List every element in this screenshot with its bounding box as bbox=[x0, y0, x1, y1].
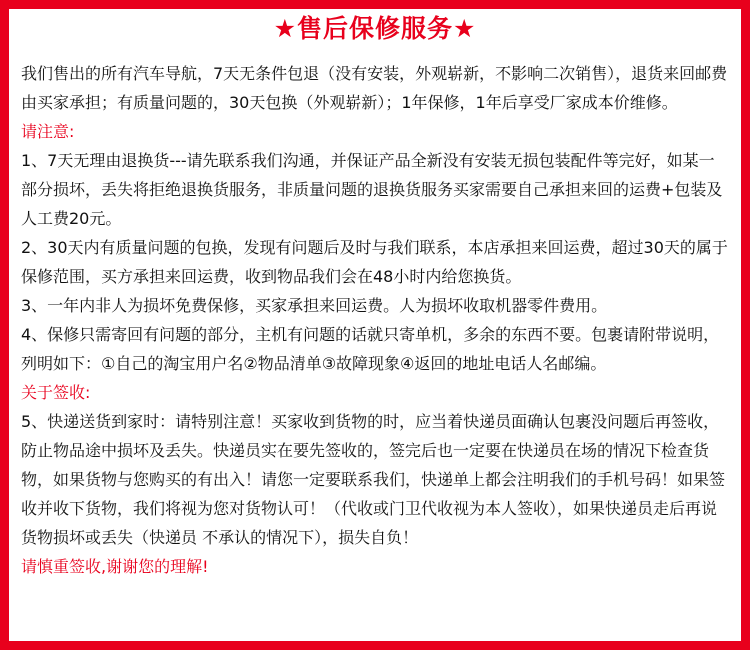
sign-paragraph: 5、快递送货到家时：请特别注意！买家收到货物的时，应当着快递员面确认包裹没问题后再签收，防止物品途中损坏及丢失。快递员实在要先签收的，签完后也一定要在快递员在场的情况下检查货物，如果货物与您购买的有出入！请您一定要联系我们，快递单上都会注明我们的手机号码！如果签收并收下货物，我们将视为您对货物认可！（代收或门卫代收视为本人签收），如果快递员走后再说货物损坏或丢失（快递员 不承认的情况下），损失自负！ bbox=[21, 412, 726, 547]
sign-heading: 关于签收: bbox=[21, 383, 91, 402]
page-title: ★售后保修服务★ bbox=[273, 14, 477, 43]
notice-item: 3、一年内非人为损坏免费保修，买家承担来回运费。人为损坏收取机器零件费用。 bbox=[21, 296, 608, 315]
notice-item: 2、30天内有质量问题的包换，发现有问题后及时与我们联系，本店承担来回运费，超过30天的属于保修范围，买方承担来回运费，收到物品我们会在48小时内给您换货。 bbox=[21, 238, 728, 286]
intro-paragraph: 我们售出的所有汽车导航，7天无条件包退（没有安装，外观崭新，不影响二次销售），退货来回邮费由买家承担；有质量问题的，30天包换（外观崭新）；1年保修，1年后享受厂家成本价维修。 bbox=[21, 64, 728, 112]
notice-item: 4、保修只需寄回有问题的部分，主机有问题的话就只寄单机，多余的东西不要。包裹请附带说明，列明如下：①自己的淘宝用户名②物品清单③故障现象④返回的地址电话人名邮编。 bbox=[21, 325, 720, 373]
notice-heading: 请注意: bbox=[21, 122, 75, 141]
notice-item: 1、7天无理由退换货---请先联系我们沟通，并保证产品全新没有安装无损包装配件等完好，如某一部分损坏，丢失将拒绝退换货服务，非质量问题的退换货服务买家需要自己承担来回的运费+包装及人工费20元。 bbox=[21, 151, 723, 228]
after-sales-notice-panel bbox=[9, 9, 741, 641]
closing-note: 请慎重签收,谢谢您的理解! bbox=[21, 557, 209, 576]
